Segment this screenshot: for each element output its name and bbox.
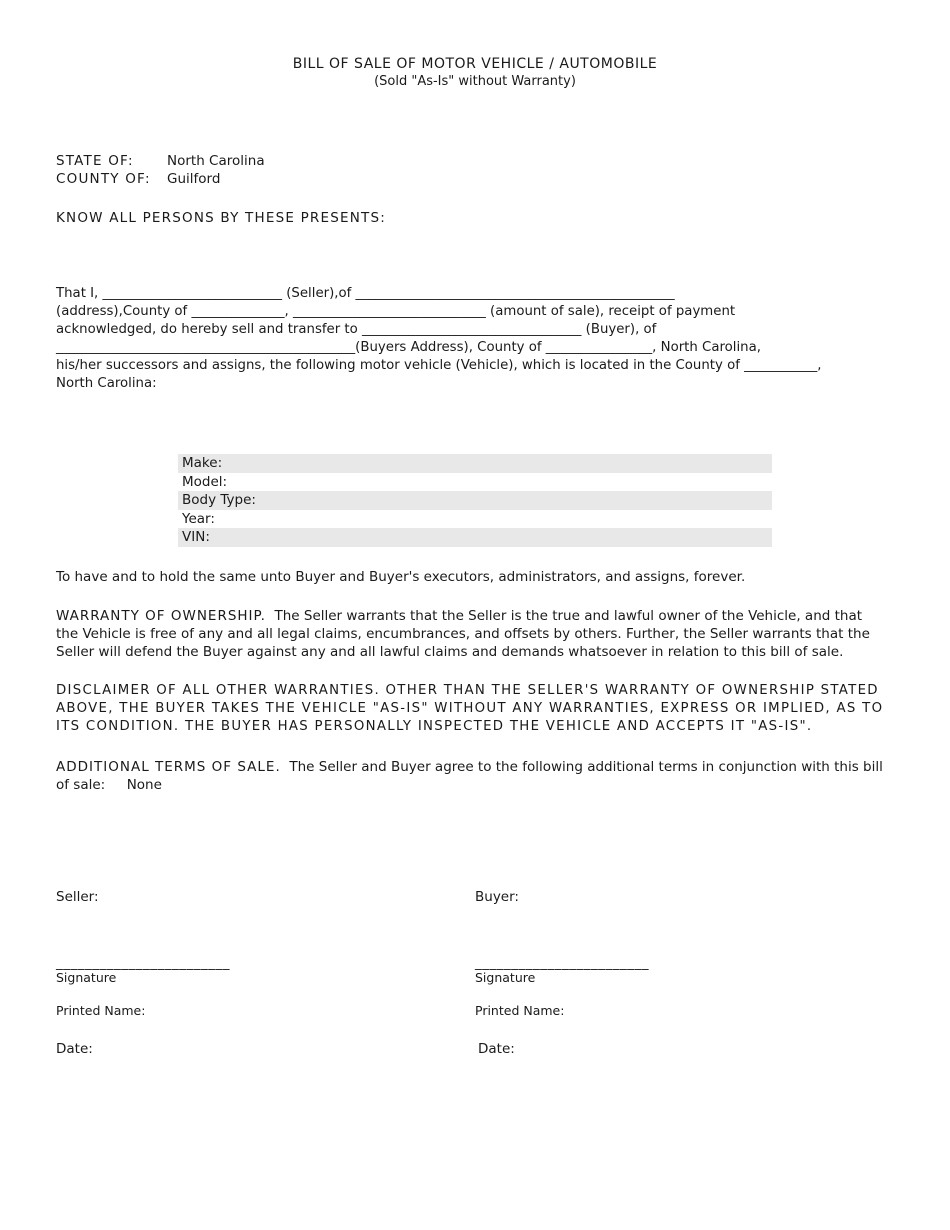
warranty-heading: WARRANTY OF OWNERSHIP. [56,608,266,624]
additional-terms-heading: ADDITIONAL TERMS OF SALE. [56,759,281,775]
preamble: KNOW ALL PERSONS BY THESE PRESENTS: [56,210,386,226]
seller-printed-name-label: Printed Name: [56,1003,146,1018]
additional-terms-text: The Seller and Buyer agree to the following additional terms in conjunction with this bill [289,759,883,775]
disclaimer-text: DISCLAIMER OF ALL OTHER WARRANTIES. OTHER THAN THE SELLER'S WARRANTY OF OWNERSHIP STATED [56,683,879,698]
warranty-section [56,607,896,661]
disclaimer-text: ABOVE, THE BUYER TAKES THE VEHICLE "AS-IS" WITHOUT ANY WARRANTIES, EXPRESS OR IMPLIED, AS TO [56,701,884,716]
buyer-label: Buyer: [475,889,519,905]
seller-label: Seller: [56,889,99,905]
vehicle-field-make: Make: [178,454,772,473]
buyer-date-label: Date: [478,1041,515,1057]
vehicle-field-vin: VIN: [178,528,772,547]
additional-terms-text: of sale: [56,777,106,793]
vehicle-details-table [178,454,772,547]
vehicle-field-body-type: Body Type: [178,491,772,510]
warranty-text: The Seller warrants that the Seller is the true and lawful owner of the Vehicle, and that [274,608,863,624]
warranty-text: the Vehicle is free of any and all legal claims, encumbrances, and offsets by others. Further, the Seller warrants that the [56,626,870,642]
transfer-line: North Carolina: [56,376,157,391]
disclaimer-section [56,682,896,736]
transfer-paragraph [56,285,896,393]
additional-terms-value: None [126,777,162,793]
county-value: Guilford [167,171,221,187]
seller-signature-caption: Signature [56,970,117,985]
county-label: COUNTY OF: [56,171,151,187]
vehicle-field-year: Year: [182,510,215,527]
transfer-line: his/her successors and assigns, the following motor vehicle (Vehicle), which is located in the County of ___________, [56,358,822,373]
state-value: North Carolina [167,153,265,169]
transfer-line: That I, ___________________________ (Seller),of ________________________________________________ [56,286,675,301]
document-title: BILL OF SALE OF MOTOR VEHICLE / AUTOMOBILE [292,56,658,72]
transfer-line: (address),County of ______________, _____________________________ (amount of sale), receipt of payment [56,304,736,319]
seller-signature-line[interactable]: ________________________ [56,955,230,971]
vehicle-field-model: Model: [182,473,228,490]
transfer-line: acknowledged, do hereby sell and transfer to _________________________________ (Buyer), of [56,322,657,337]
buyer-signature-line[interactable]: ________________________ [475,955,649,971]
warranty-text: Seller will defend the Buyer against any and all lawful claims and demands whatsoever in relation to this bill of sale. [56,644,844,660]
additional-terms-section [56,758,896,794]
state-label: STATE OF: [56,153,134,169]
habendum-clause: To have and to hold the same unto Buyer and Buyer's executors, administrators, and assigns, forever. [56,569,746,585]
document-subtitle: (Sold "As-Is" without Warranty) [374,74,576,89]
disclaimer-text: ITS CONDITION. THE BUYER HAS PERSONALLY INSPECTED THE VEHICLE AND ACCEPTS IT "AS-IS". [56,719,813,734]
transfer-line: _____________________________________________(Buyers Address), County of ________________, North Carolina, [56,340,761,355]
buyer-printed-name-label: Printed Name: [475,1003,565,1018]
buyer-signature-caption: Signature [475,970,536,985]
seller-date-label: Date: [56,1041,93,1057]
